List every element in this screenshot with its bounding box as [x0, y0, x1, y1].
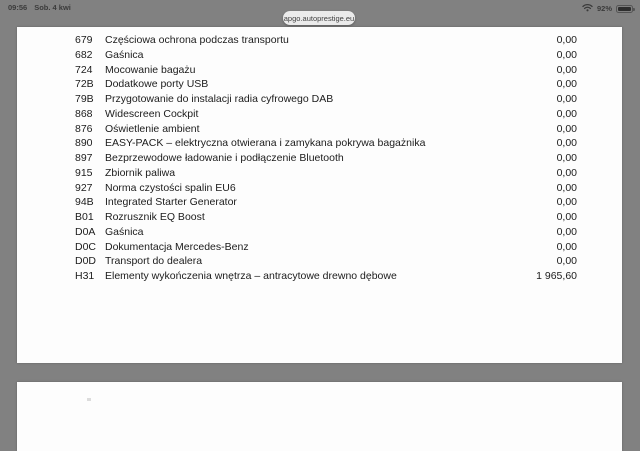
- option-code: 868: [75, 107, 93, 120]
- option-row: [17, 269, 622, 284]
- option-code: D0D: [75, 255, 97, 268]
- option-desc: Elementy wykończenia wnętrza – antracytowe drewno dębowe: [105, 270, 397, 282]
- option-desc: Przygotowanie do instalacji radia cyfrowego DAB: [105, 93, 334, 105]
- option-row: [17, 254, 622, 269]
- option-price: 0,00: [556, 34, 577, 46]
- option-desc: Mocowanie bagażu: [105, 63, 196, 76]
- option-row: [17, 107, 622, 122]
- option-row: [17, 77, 622, 92]
- option-row: [17, 33, 622, 48]
- option-row: [17, 92, 622, 107]
- option-price: 0,00: [556, 137, 577, 150]
- option-code: D0A: [75, 225, 96, 238]
- option-code: H31: [75, 270, 95, 282]
- option-row: [17, 48, 622, 63]
- option-row: [17, 195, 622, 210]
- option-row: [17, 166, 622, 181]
- option-code: 724: [75, 63, 93, 76]
- option-price: 0,00: [556, 166, 577, 179]
- option-row: [17, 225, 622, 240]
- option-desc: EASY-PACK – elektryczna otwierana i zamykana pokrywa bagażnika: [105, 137, 426, 150]
- option-price: 0,00: [556, 63, 577, 76]
- url-label: apgo.autoprestige.eu: [283, 13, 355, 23]
- option-desc: Bezprzewodowe ładowanie i podłączenie Bluetooth: [105, 152, 344, 164]
- option-desc: Transport do dealera: [105, 255, 203, 268]
- option-code: 682: [75, 48, 93, 61]
- option-price: 0,00: [556, 93, 577, 105]
- option-price: 0,00: [556, 181, 577, 194]
- option-code: 679: [75, 34, 93, 46]
- option-price: 0,00: [556, 240, 577, 253]
- option-price: 1 965,60: [536, 270, 577, 282]
- option-price: 0,00: [556, 48, 577, 61]
- option-price: 0,00: [556, 196, 577, 209]
- pdf-page-1: [17, 27, 622, 363]
- option-row: [17, 63, 622, 78]
- option-desc: Gaśnica: [105, 48, 144, 61]
- battery-percent-label: 92%: [596, 4, 612, 13]
- option-row: [17, 210, 622, 225]
- option-code: 79B: [75, 93, 94, 105]
- option-desc: Zbiornik paliwa: [105, 166, 176, 179]
- option-price: 0,00: [556, 107, 577, 120]
- option-code: 72B: [75, 78, 94, 91]
- option-code: D0C: [75, 240, 97, 253]
- option-desc: Częściowa ochrona podczas transportu: [105, 34, 289, 46]
- option-code: B01: [75, 211, 94, 223]
- options-table: [17, 33, 622, 284]
- option-price: 0,00: [556, 78, 577, 91]
- option-code: 890: [75, 137, 93, 150]
- option-desc: Widescreen Cockpit: [105, 107, 199, 120]
- date-label: Sob. 4 kwi: [34, 3, 71, 12]
- option-price: 0,00: [556, 225, 577, 238]
- option-code: 897: [75, 152, 93, 164]
- option-code: 876: [75, 122, 93, 135]
- option-price: 0,00: [556, 211, 577, 223]
- option-row: [17, 136, 622, 151]
- option-row: [17, 122, 622, 137]
- option-desc: Gaśnica: [105, 225, 144, 238]
- clock-label: 09:56: [8, 3, 28, 12]
- option-row: [17, 151, 622, 166]
- option-desc: Rozrusznik EQ Boost: [105, 211, 205, 223]
- option-code: 927: [75, 181, 93, 194]
- option-desc: Dokumentacja Mercedes-Benz: [105, 240, 249, 253]
- option-price: 0,00: [556, 255, 577, 268]
- pdf-page-2: [17, 382, 622, 451]
- option-desc: Integrated Starter Generator: [105, 196, 237, 209]
- option-row: [17, 181, 622, 196]
- option-desc: Dodatkowe porty USB: [105, 78, 209, 91]
- option-desc: Norma czystości spalin EU6: [105, 181, 236, 194]
- option-code: 915: [75, 166, 93, 179]
- option-row: [17, 240, 622, 255]
- option-code: 94B: [75, 196, 94, 209]
- option-price: 0,00: [556, 122, 577, 135]
- faint-mark: [87, 398, 91, 401]
- option-price: 0,00: [556, 152, 577, 164]
- option-desc: Oświetlenie ambient: [105, 122, 200, 135]
